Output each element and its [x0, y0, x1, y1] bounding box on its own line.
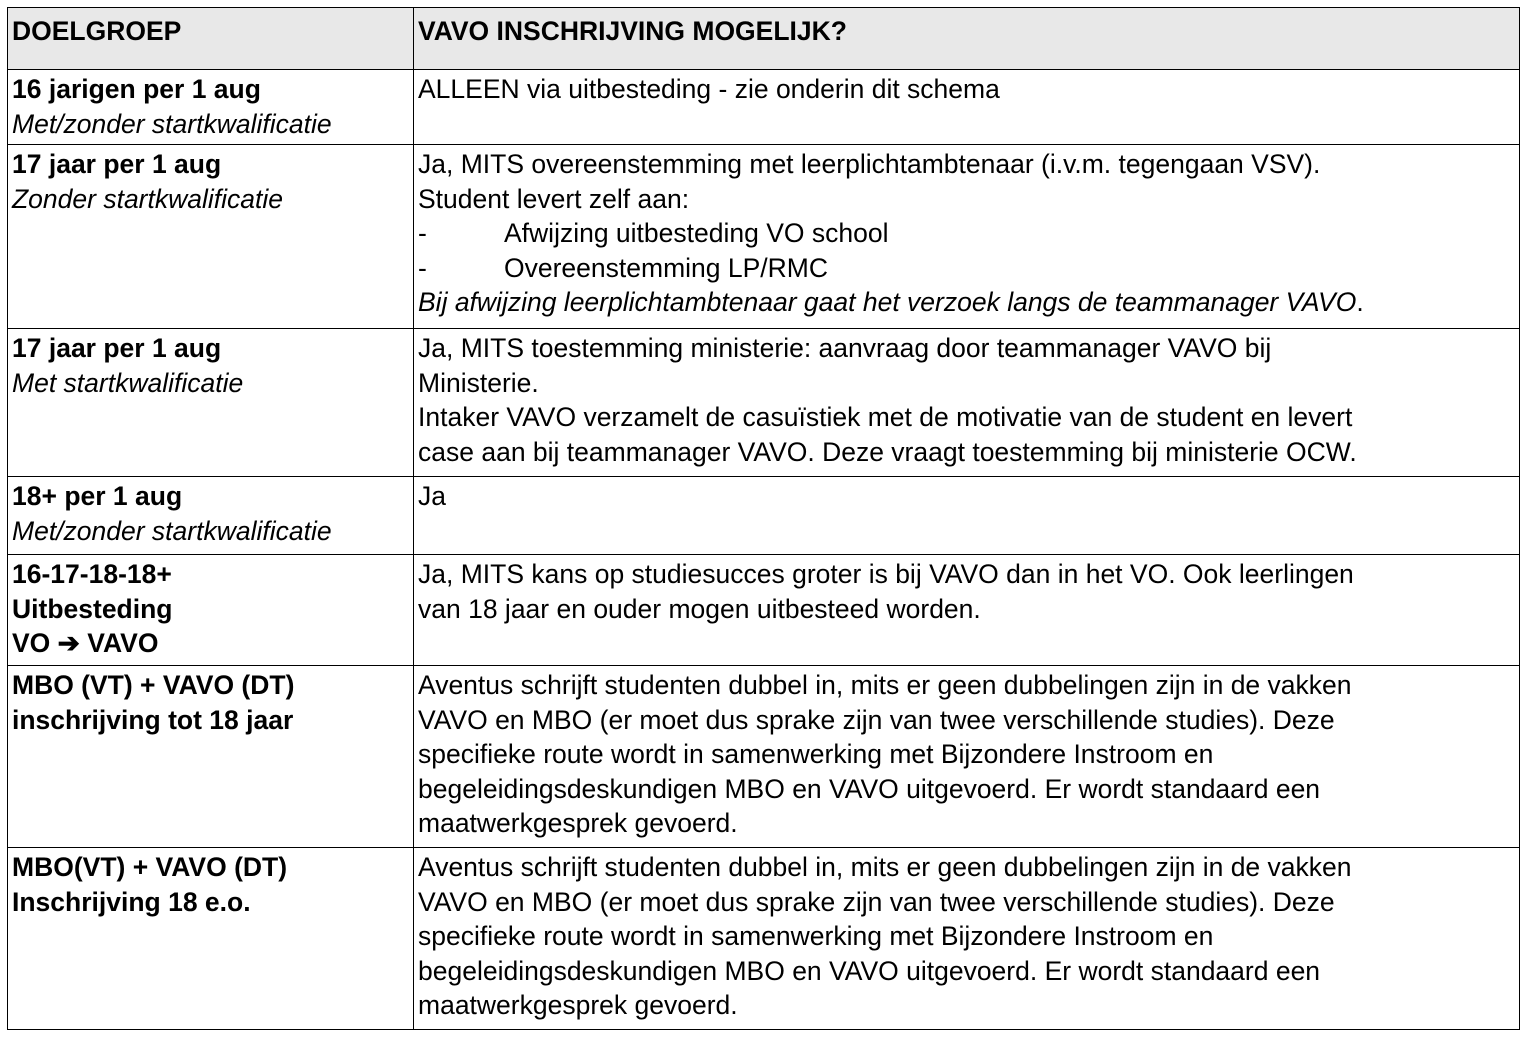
- answer-line: specifieke route wordt in samenwerking met Bijzondere Instroom en: [418, 921, 1214, 951]
- table-row: [8, 329, 1520, 477]
- answer-line: begeleidingsdeskundigen MBO en VAVO uitgevoerd. Er wordt standaard een: [418, 773, 1321, 804]
- enrollment-table: [7, 7, 1520, 1030]
- target-group-cell: [8, 145, 414, 329]
- target-group-cell: [8, 848, 414, 1030]
- header-enrollment-possible: VAVO INSCHRIJVING MOGELIJK?: [414, 8, 1520, 70]
- route-from: VO: [12, 628, 51, 658]
- bullet-text: Overeenstemming LP/RMC: [504, 252, 828, 283]
- target-group-title: MBO(VT) + VAVO (DT): [12, 852, 288, 882]
- answer-cell: [414, 329, 1520, 477]
- bullet-item: [418, 216, 1515, 251]
- answer-line: van 18 jaar en ouder mogen uitbesteed worden.: [418, 593, 981, 624]
- table-row: [8, 477, 1520, 555]
- target-group-title: inschrijving tot 18 jaar: [12, 704, 294, 735]
- answer-note-suffix: .: [1356, 287, 1364, 317]
- answer-cell: [414, 477, 1520, 555]
- answer-line: VAVO en MBO (er moet dus sprake zijn van twee verschillende studies). Deze: [418, 886, 1335, 917]
- table-row: [8, 848, 1520, 1030]
- target-group-subtitle: Zonder startkwalificatie: [12, 183, 283, 214]
- answer-line: maatwerkgesprek gevoerd.: [418, 808, 738, 838]
- arrow-right-icon: ➔: [57, 628, 80, 658]
- target-group-cell: [8, 666, 414, 848]
- answer-line: maatwerkgesprek gevoerd.: [418, 990, 738, 1020]
- answer-cell: [414, 555, 1520, 666]
- answer-line: Ja: [418, 481, 446, 511]
- answer-line: Ja, MITS overeenstemming met leerplichtambtenaar (i.v.m. tegengaan VSV).: [418, 149, 1321, 179]
- answer-line: Aventus schrijft studenten dubbel in, mits er geen dubbelingen zijn in de vakken: [418, 670, 1352, 700]
- bullet-marker: -: [418, 252, 427, 283]
- answer-line: Aventus schrijft studenten dubbel in, mits er geen dubbelingen zijn in de vakken: [418, 852, 1352, 882]
- target-group-title: 17 jaar per 1 aug: [12, 333, 222, 363]
- answer-line: specifieke route wordt in samenwerking met Bijzondere Instroom en: [418, 739, 1214, 769]
- answer-cell: [414, 666, 1520, 848]
- answer-note-italic: Bij afwijzing leerplichtambtenaar gaat het verzoek langs de teammanager VAVO: [418, 287, 1357, 317]
- answer-cell: [414, 145, 1520, 329]
- answer-line: begeleidingsdeskundigen MBO en VAVO uitgevoerd. Er wordt standaard een: [418, 955, 1321, 986]
- target-group-title: Inschrijving 18 e.o.: [12, 886, 251, 917]
- answer-line: VAVO en MBO (er moet dus sprake zijn van twee verschillende studies). Deze: [418, 704, 1335, 735]
- answer-note: [418, 285, 1515, 320]
- target-group-cell: [8, 555, 414, 666]
- table-row: [8, 555, 1520, 666]
- answer-cell: [414, 848, 1520, 1030]
- table-row: [8, 666, 1520, 848]
- answer-line: Ministerie.: [418, 367, 539, 398]
- target-group-cell: [8, 477, 414, 555]
- target-group-title: 17 jaar per 1 aug: [12, 149, 222, 179]
- table-row: [8, 70, 1520, 145]
- answer-line: case aan bij teammanager VAVO. Deze vraagt toestemming bij ministerie OCW.: [418, 436, 1357, 467]
- target-group-cell: [8, 70, 414, 145]
- target-group-subtitle: Met startkwalificatie: [12, 367, 244, 398]
- target-group-subtitle: Met/zonder startkwalificatie: [12, 108, 332, 139]
- header-target-group: DOELGROEP: [8, 8, 414, 70]
- target-group-route: [12, 626, 409, 661]
- answer-line: Ja, MITS toestemming ministerie: aanvraag door teammanager VAVO bij: [418, 333, 1272, 363]
- route-to: VAVO: [87, 628, 159, 658]
- target-group-cell: [8, 329, 414, 477]
- target-group-title: 16 jarigen per 1 aug: [12, 74, 261, 104]
- bullet-marker: -: [418, 218, 427, 248]
- target-group-title: 18+ per 1 aug: [12, 481, 183, 511]
- answer-line: Ja, MITS kans op studiesucces groter is bij VAVO dan in het VO. Ook leerlingen: [418, 559, 1354, 589]
- target-group-subtitle: Met/zonder startkwalificatie: [12, 515, 332, 546]
- answer-line: Intaker VAVO verzamelt de casuïstiek met de motivatie van de student en levert: [418, 402, 1353, 432]
- target-group-title: 16-17-18-18+: [12, 559, 172, 589]
- answer-line: Student levert zelf aan:: [418, 183, 690, 214]
- table-header-row: [8, 8, 1520, 70]
- answer-cell: [414, 70, 1520, 145]
- answer-line: ALLEEN via uitbesteding - zie onderin dit schema: [418, 74, 1000, 104]
- table-row: [8, 145, 1520, 329]
- bullet-text: Afwijzing uitbesteding VO school: [504, 218, 889, 248]
- target-group-title: MBO (VT) + VAVO (DT): [12, 670, 295, 700]
- bullet-item: [418, 251, 1515, 286]
- target-group-title: Uitbesteding: [12, 593, 173, 624]
